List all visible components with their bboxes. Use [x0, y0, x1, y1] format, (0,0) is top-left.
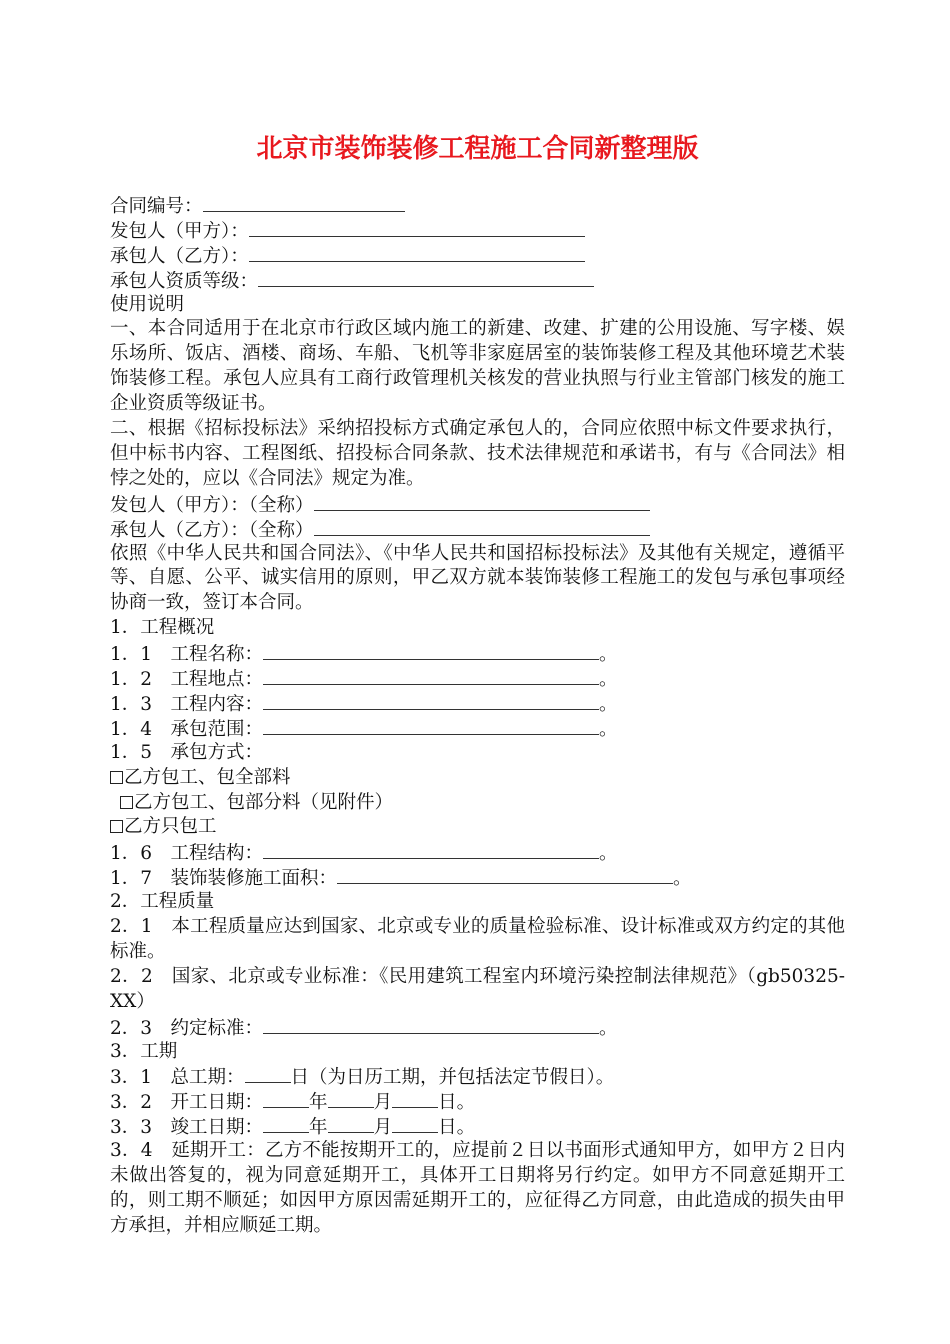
- agreed-standard-blank[interactable]: [263, 1015, 599, 1034]
- option-3: [110, 815, 845, 840]
- option-1: [110, 766, 845, 791]
- period-mark: 。: [599, 843, 618, 865]
- period-mark: 。: [599, 1017, 618, 1039]
- total-days-blank[interactable]: [245, 1064, 291, 1083]
- party-b-line: [110, 243, 845, 268]
- party-b-label: 承包人（乙方）：: [110, 245, 249, 267]
- item-3-4: 3．4 延期开工：乙方不能按期开工的，应提前２日以书面形式通知甲方，如甲方２日内未做出答复的，视为同意延期开工，具体开工日期将另行约定。如甲方不同意延期开工的，则工期不顺延；如因甲方原因需延期开工的，应征得乙方同意，由此造成的损失由甲方承担，并相应顺延工期。: [110, 1140, 845, 1236]
- qualification-label: 承包人资质等级：: [110, 270, 259, 292]
- party-b-full-blank[interactable]: [314, 517, 650, 536]
- party-a-full-line: [110, 492, 845, 517]
- item-1-7: [110, 865, 845, 890]
- option-2-label: 乙方包工、包部分料（见附件）: [134, 791, 394, 813]
- party-b-full-label: 承包人（乙方）：（全称）: [110, 519, 314, 541]
- item-1-4-label: 1．4 承包范围：: [110, 718, 264, 740]
- item-1-1-label: 1．1 工程名称：: [110, 644, 264, 666]
- end-day-blank[interactable]: [392, 1114, 438, 1133]
- contract-number-line: [110, 193, 845, 218]
- item-1-2-label: 1．2 工程地点：: [110, 669, 264, 691]
- item-1-1: [110, 641, 845, 666]
- start-year-blank[interactable]: [263, 1089, 309, 1108]
- period-mark: 。: [599, 718, 618, 740]
- contract-scope-blank[interactable]: [263, 716, 599, 735]
- item-1-6: [110, 840, 845, 865]
- end-year-blank[interactable]: [263, 1114, 309, 1133]
- item-2-2: 2．2 国家、北京或专业标准：《民用建筑工程室内环境污染控制法律规范》（gb50325-XX）: [110, 965, 845, 1012]
- period-mark: 。: [673, 868, 692, 890]
- section-2-heading: 2．工程质量: [110, 891, 215, 913]
- contract-number-label: 合同编号：: [110, 196, 203, 217]
- item-3-1-label: 3．1 总工期：: [110, 1067, 245, 1089]
- qualification-blank[interactable]: [258, 268, 594, 287]
- period-mark: 。: [599, 644, 618, 666]
- item-1-2: [110, 666, 845, 691]
- party-a-full-label: 发包人（甲方）：（全称）: [110, 494, 314, 516]
- project-content-blank[interactable]: [263, 691, 599, 710]
- project-name-blank[interactable]: [263, 641, 599, 660]
- start-day-blank[interactable]: [392, 1089, 438, 1108]
- option-3-label: 乙方只包工: [124, 816, 217, 838]
- item-1-5: 1．5 承包方式：: [110, 741, 264, 763]
- item-1-4: [110, 716, 845, 741]
- end-month-blank[interactable]: [328, 1114, 374, 1133]
- start-month-blank[interactable]: [328, 1089, 374, 1108]
- period-mark: 。: [599, 693, 618, 715]
- option-1-label: 乙方包工、包全部料: [124, 766, 291, 788]
- area-blank[interactable]: [337, 865, 673, 884]
- item-3-2: [110, 1089, 845, 1114]
- day-label: 日。: [438, 1092, 476, 1114]
- section-1-heading: 1．工程概况: [110, 617, 215, 639]
- checkbox-option-1[interactable]: [110, 771, 123, 784]
- checkbox-option-3[interactable]: [110, 820, 123, 833]
- item-3-1: [110, 1064, 845, 1089]
- item-1-6-label: 1．6 工程结构：: [110, 843, 264, 865]
- party-a-label: 发包人（甲方）：: [110, 220, 249, 242]
- document-title: 北京市装饰装修工程施工合同新整理版: [256, 134, 699, 164]
- month-label: 月: [373, 1117, 393, 1139]
- item-3-3: [110, 1114, 845, 1139]
- checkbox-option-2[interactable]: [120, 796, 133, 809]
- preamble-paragraph: 依照《中华人民共和国合同法》、《中华人民共和国招标投标法》及其他有关规定，遵循平等、自愿、公平、诚实信用的原则，甲乙双方就本装饰装修工程施工的发包与承包事项经协商一致，签订本合同。: [110, 542, 845, 614]
- item-3-3-label: 3．3 竣工日期：: [110, 1117, 264, 1139]
- item-1-3: [110, 691, 845, 716]
- section-3-heading: 3．工期: [110, 1040, 178, 1062]
- usage-title: 使用说明: [110, 293, 185, 315]
- period-mark: 。: [599, 669, 618, 691]
- year-label: 年: [309, 1092, 328, 1114]
- project-location-blank[interactable]: [263, 666, 599, 685]
- structure-blank[interactable]: [263, 840, 599, 859]
- contract-number-blank[interactable]: [203, 193, 405, 212]
- item-2-3-label: 2．3 约定标准：: [110, 1017, 264, 1039]
- party-a-full-blank[interactable]: [314, 492, 650, 511]
- day-label: 日。: [438, 1117, 476, 1139]
- item-3-2-label: 3．2 开工日期：: [110, 1092, 264, 1114]
- contract-body: [110, 193, 845, 1239]
- party-b-blank[interactable]: [249, 243, 585, 262]
- item-3-1-suffix: 日（为日历工期，并包括法定节假日）。: [290, 1067, 615, 1089]
- party-b-full-line: [110, 517, 845, 542]
- usage-paragraph-2: 二、根据《招标投标法》采纳招投标方式确定承包人的，合同应依照中标文件要求执行，但中标书内容、工程图纸、招投标合同条款、技术法律规范和承诺书，有与《合同法》相悖之处的，应以《合同法》规定为准。: [110, 418, 845, 489]
- party-a-blank[interactable]: [249, 218, 585, 237]
- item-2-1: 2．1 本工程质量应达到国家、北京或专业的质量检验标准、设计标准或双方约定的其他标准。: [110, 915, 845, 962]
- month-label: 月: [373, 1092, 393, 1114]
- item-1-7-label: 1．7 装饰装修施工面积：: [110, 868, 338, 890]
- qualification-line: [110, 268, 845, 293]
- usage-paragraph-1: 一、本合同适用于在北京市行政区域内施工的新建、改建、扩建的公用设施、写字楼、娱乐场所、饭店、酒楼、商场、车船、飞机等非家庭居室的装饰装修工程及其他环境艺术装饰装修工程。承包人应具有工商行政管理机关核发的营业执照与行业主管部门核发的施工企业资质等级证书。: [110, 318, 845, 415]
- item-1-3-label: 1．3 工程内容：: [110, 693, 264, 715]
- year-label: 年: [309, 1117, 328, 1139]
- item-2-3: [110, 1015, 845, 1040]
- option-2: [110, 791, 845, 816]
- party-a-line: [110, 218, 845, 243]
